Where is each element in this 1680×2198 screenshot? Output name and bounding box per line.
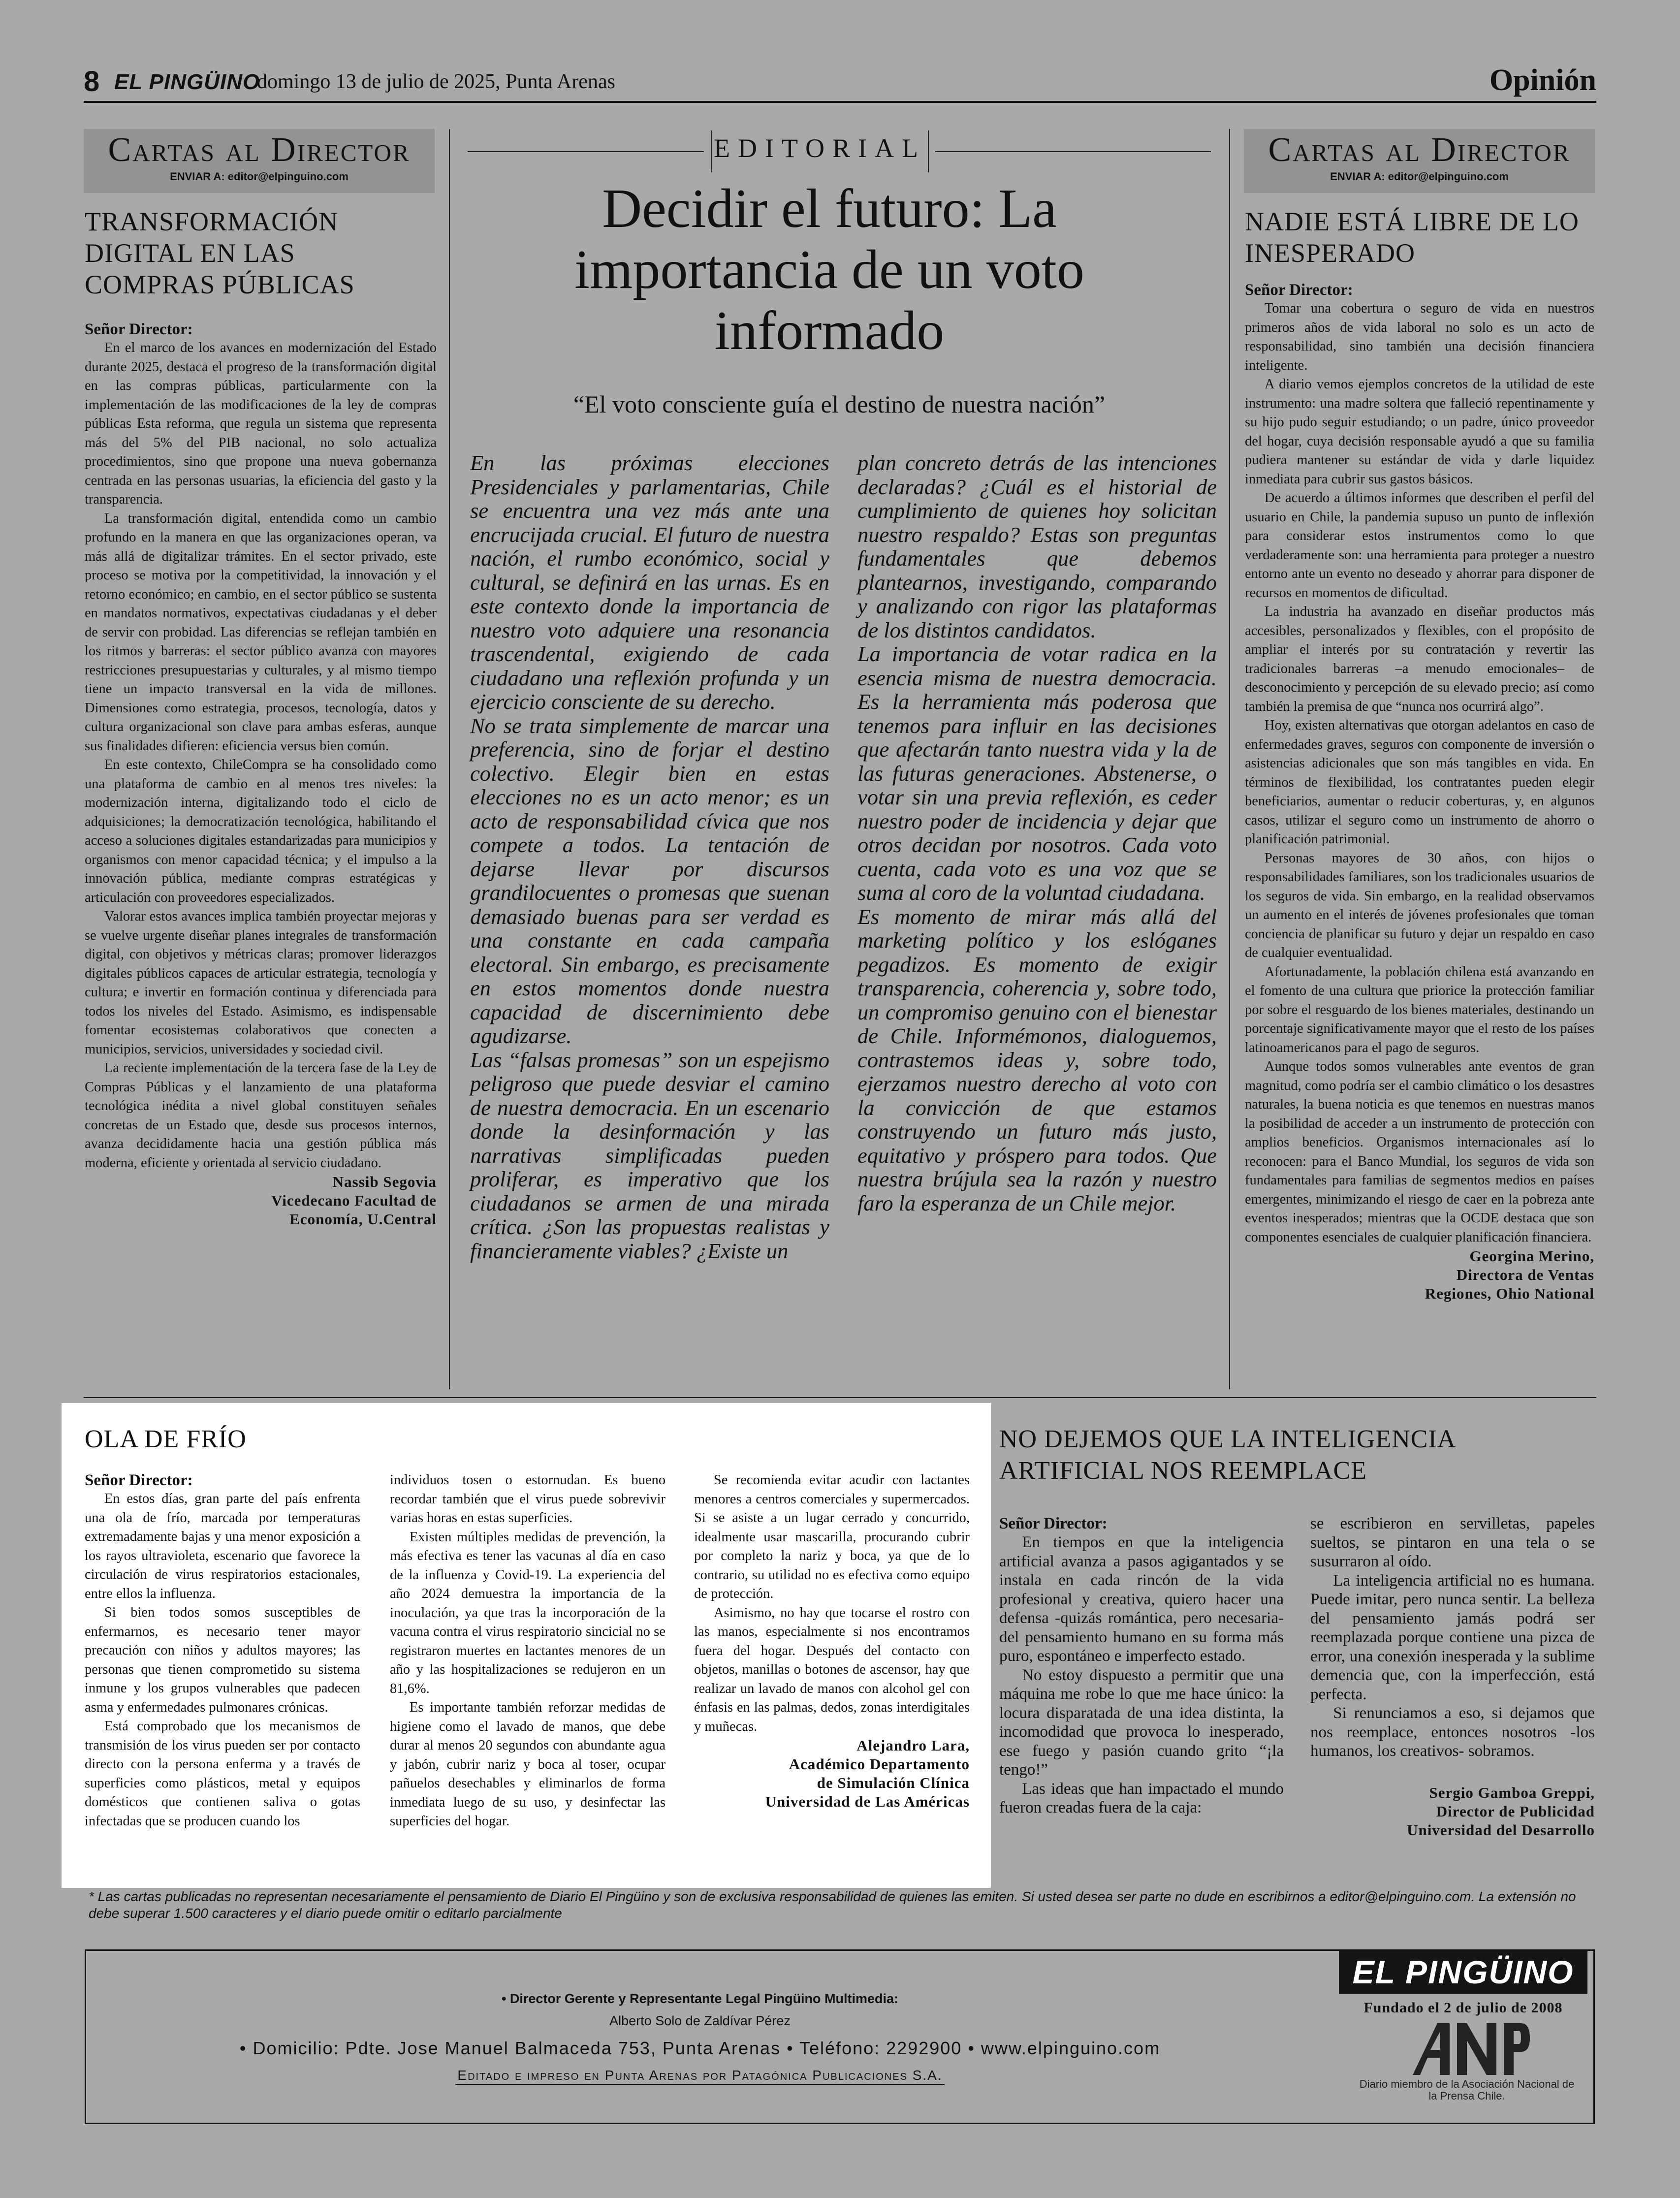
signature-line: Universidad de Las Américas [765, 1793, 970, 1810]
paragraph: La reciente implementación de la tercera fase de la Ley de Compras Públicas y el lanzamiento de una plataforma tecnológica inédita a nivel global constituyen señales concretas de un Estado que, desde sus procesos internos, avanza decididamente hacia una gestión pública más moderna, eficiente y orientada al servicio ciudadano. [85, 1060, 437, 1171]
anp-caption: Diario miembro de la Asociación Nacional de la Prensa Chile. [1359, 2078, 1575, 2102]
letter-column-2 [390, 1471, 666, 1831]
paragraph: Es importante también reforzar medidas de higiene como el lavado de manos, que debe durar al menos 20 segundos con abundante agua y jabón, cubrir nariz y boca al toser, ocupar pañuelos desechables y eliminarlos de forma inmediata luego de su uso, y desinfectar las superficies del hogar. [390, 1700, 666, 1829]
cartas-header-right [1244, 129, 1595, 193]
paragraph: Tomar una cobertura o seguro de vida en nuestros primeros años de vida laboral no solo es un acto de responsabilidad, sino también una decisión financiera inteligente. [1245, 301, 1594, 373]
paragraph: se escribieron en servilletas, papeles sueltos, se pintaron en una tela o se susurraron al oído. [1310, 1515, 1595, 1570]
editorial-title: Decidir el futuro: La importancia de un voto informado [574, 178, 1084, 361]
signature-line: Vicedecano Facultad de [271, 1192, 437, 1209]
paragraph: Existen múltiples medidas de prevención, la más efectiva es tener las vacunas al día en caso de la influenza y Covid-19. La experiencia del año 2024 demuestra la importancia de la inoculación, ya que tras la incorporación de la vacuna contra el virus respiratorio sincicial no se registraron muertes en lactantes menores de un año y las hospitalizaciones se redujeron en un 81,6%. [390, 1529, 666, 1696]
signature-line: Académico Departamento [789, 1755, 970, 1773]
paragraph: Si bien todos somos susceptibles de enfermarnos, es necesario tener mayor precaución con niños y adultos mayores; las personas que tienen comprometido su sistema inmune y los grupos vulnerables que padecen asma y enfermedades pulmonares crónicas. [85, 1605, 360, 1715]
editorial-paragraph: En las próximas elecciones Presidenciales y parlamentarias, Chile se encuentra una vez más ante una encrucijada crucial. El futuro de nuestra nación, el rumbo económico, social y cultural, se definirá en las urnas. Es en este contexto donde la importancia de nuestro voto adquiere una resonancia trascendental, exigiendo de cada ciudadano una reflexión profunda y un ejercicio consciente de su derecho. [470, 450, 829, 714]
editorial-paragraph: plan concreto detrás de las intenciones declaradas? ¿Cuál es el historial de cumplimiento de quienes hoy solicitan nuestro respaldo? Estas son preguntas fundamentales que debemos plantearnos, investigando, comparando y analizando con rigor las plataformas de los distintos candidatos. [857, 450, 1217, 642]
editorial-rule [928, 130, 929, 172]
cartas-title: Cartas al Director [108, 131, 411, 169]
founded-date: Fundado el 2 de julio de 2008 [1363, 2000, 1563, 2016]
letter-headline: TRANSFORMACIÓN DIGITAL EN LAS COMPRAS PÚBLICAS [85, 207, 355, 299]
editorial-rule [935, 151, 1211, 152]
salutation: Señor Director: [999, 1515, 1108, 1532]
editorial-quote: “El voto consciente guía el destino de nuestra nación” [573, 390, 1106, 418]
paragraph: De acuerdo a últimos informes que describen el perfil del usuario en Chile, la pandemia supuso un punto de inflexión para considerar estos instrumentos como lo que verdaderamente son: una herramienta para proteger a nuestro entorno ante un evento no deseado y ahorrar para disponer de recursos en momentos de dificultad. [1245, 490, 1594, 601]
paragraph: La transformación digital, entendida como un cambio profundo en la manera en que las organizaciones operan, va más allá de digitalizar trámites. En el sector privado, este proceso se motiva por la competitividad, la innovación y el retorno económico; en cambio, en el sector público se sustenta en mandatos normativos, expectativas ciudadanas y el deber de servir con probidad. Las diferencias se reflejan también en los ritmos y barreras: el sector público avanza con mayores restricciones presupuestarias y culturales, y al mismo tiempo tiene un impacto transversal en la vida de millones. Dimensiones como estrategia, procesos, tecnología, datos y cultura organizacional son clave para ambas esferas, aunque sus finalidades difieren: eficiencia versus bien común. [85, 510, 437, 754]
signature-line: Universidad del Desarrollo [1407, 1821, 1595, 1839]
letter-column-1 [85, 1471, 360, 1831]
letter-headline: NO DEJEMOS QUE LA INTELIGENCIA ARTIFICIAL NOS REEMPLACE [999, 1425, 1455, 1485]
salutation: Señor Director: [85, 320, 193, 338]
paragraph: La inteligencia artificial no es humana. Puede imitar, pero nunca sentir. La belleza del pensamiento jamás podrá ser reemplazada porque contiene una pizca de error, una conexión inesperada y la sublime demencia que, con la imperfección, está perfecta. [1310, 1571, 1595, 1703]
letter-body [1245, 281, 1594, 1303]
paragraph: En este contexto, ChileCompra se ha consolidado como una plataforma de cambio en al menos tres niveles: la modernización interna, digitalizando todo el ciclo de adquisiciones; la democratización tecnológica, habilitando el acceso a soluciones digitales estandarizadas para municipios y organismos con menor capacidad técnica; y el impulso a la innovación pública, mediante compras estratégicas y articulación con proveedores especializados. [85, 757, 437, 905]
paragraph: individuos tosen o estornudan. Es bueno recordar también que el virus puede sobrevivir varias horas en estas superficies. [390, 1472, 666, 1526]
editorial-paragraph: No se trata simplemente de marcar una preferencia, sino de forjar el destino colectivo. Elegir bien en estas elecciones no es un acto menor; es un acto de responsabilidad cívica que nos compete a todos. La tentación de dejarse llevar por discursos grandilocuentes o promesas que suenan demasiado buenas para ser verdad es una constante en cada campaña electoral. Sin embargo, es precisamente en estos momentos donde nuestra capacidad de discernimiento debe agudizarse. [470, 713, 829, 1048]
letter-column-2 [1310, 1514, 1595, 1840]
address-line: • Domicilio: Pdte. Jose Manuel Balmaceda 753, Punta Arenas • Teléfono: 2292900 • www.elpinguino.com [239, 2038, 1161, 2058]
paper-logo: EL PINGÜINO [1339, 1950, 1587, 1994]
salutation: Señor Director: [1245, 281, 1353, 299]
editorial-column-1 [470, 451, 829, 1263]
signature-line: Economía, U.Central [289, 1210, 437, 1228]
paragraph: No estoy dispuesto a permitir que una máquina me robe lo que me hace único: la locura disparatada de una idea distinta, la incomodidad que provoca lo inesperado, ese fuego y pasión cuando grito “¡la tengo!” [999, 1666, 1284, 1779]
signature [85, 1173, 437, 1229]
paragraph: Valorar estos avances implica también proyectar mejoras y se vuelve urgente diseñar planes integrales de transformación digital, con objetivos y métricas claras; promover liderazgos digitales públicos capaces de articular estrategia, tecnología y cultura; e invertir en formación continua y diferenciada para todos los niveles del Estado. Asimismo, es indispensable fomentar ecosistemas colaborativos que conecten a municipios, servicios, universidades y sociedad civil. [85, 909, 437, 1057]
signature-line: Georgina Merino, [1469, 1247, 1594, 1265]
signature-line: de Simulación Clínica [817, 1774, 970, 1791]
printed-by [85, 2068, 1315, 2083]
director-line: • Director Gerente y Representante Legal Pingüino Multimedia: [501, 1991, 899, 2006]
editorial-rule [711, 130, 712, 172]
paragraph: Asimismo, no hay que tocarse el rostro con las manos, especialmente si nos encontramos fuera del hogar. Después del contacto con objetos, manillas o botones de ascensor, hay que realizar un lavado de manos con alcohol gel con énfasis en las palmas, dedos, zonas interdigitales y muñecas. [694, 1605, 970, 1734]
cartas-email: ENVIAR A: editor@elpinguino.com [1330, 170, 1509, 183]
column-rule [449, 129, 450, 1389]
anp-logo-icon [1403, 2018, 1531, 2077]
signature-line: Sergio Gamboa Greppi, [1429, 1784, 1595, 1801]
letter-body [85, 320, 437, 1229]
page-number: 8 [84, 65, 100, 97]
cartas-header-left [84, 129, 435, 193]
letter-headline: NADIE ESTÁ LIBRE DE LO INESPERADO [1245, 207, 1579, 268]
disclaimer: * Las cartas publicadas no representan necesariamente el pensamiento de Diario El Pingüino y son de exclusiva responsabilidad de quienes las emiten. Si usted desea ser parte no dude en escribirnos a editor@elpinguino.com. La extensión no debe superar 1.500 caracteres y el diario puede omitir o editarlo parcialmente [89, 1889, 1576, 1921]
signature [1245, 1247, 1594, 1303]
editorial-paragraph: Es momento de mirar más allá del marketing político y los eslóganes pegadizos. Es momento de exigir transparencia, coherencia y, sobre todo, un compromiso genuino con el bienestar de Chile. Informémonos, dialoguemos, contrastemos ideas y, sobre todo, ejerzamos nuestro derecho al voto con la convicción de que estamos construyendo un futuro más justo, equitativo y próspero para todos. Que nuestra brújula sea la razón y nuestro faro la esperanza de un Chile mejor. [857, 904, 1217, 1215]
paragraph: En el marco de los avances en modernización del Estado durante 2025, destaca el progreso de la transformación digital en las compras públicas, particularmente con la implementación de las modificaciones de la ley de compras públicas Esta reforma, que regula un sistema que representa más del 5% del PIB nacional, no solo actualiza procedimientos, sino que propone una nueva gobernanza centrada en las personas usuarias, la eficiencia del gasto y la transparencia. [85, 340, 437, 507]
cartas-email: ENVIAR A: editor@elpinguino.com [170, 170, 349, 183]
signature [1310, 1784, 1595, 1840]
paragraph: Personas mayores de 30 años, con hijos o responsabilidades familiares, son los tradicionales usuarios de los seguros de vida. Sin embargo, en la realidad observamos un aumento en el interés de jóvenes profesionales que toman conciencia de planificar su futuro y dejar un respaldo en caso de cualquier eventualidad. [1245, 850, 1594, 960]
section-rule [84, 1397, 1596, 1398]
letter-column-3 [694, 1471, 970, 1811]
editorial-paragraph: La importancia de votar radica en la esencia misma de nuestra democracia. Es la herramienta más poderosa que tenemos para influir en las decisiones que afectarán tanto nuestra vida y la de las futuras generaciones. Abstenerse, o votar sin una previa reflexión, es ceder nuestro poder de incidencia y dejar que otros decidan por nosotros. Cada voto cuenta, cada voto es una voz que se suma al coro de la voluntad ciudadana. [857, 641, 1217, 905]
paragraph: A diario vemos ejemplos concretos de la utilidad de este instrumento: una madre soltera que falleció repentinamente y su hijo pudo seguir estudiando; o un padre, único proveedor del hogar, cuya decisión responsable ayudó a que su familia pudiera mantener su estándar de vida y darle liquidez inmediata para cubrir sus gastos básicos. [1245, 377, 1594, 487]
signature-line: Director de Publicidad [1436, 1802, 1595, 1820]
header-rule [84, 101, 1596, 103]
salutation: Señor Director: [85, 1471, 193, 1489]
paper-name: EL PINGÜINO [114, 70, 260, 94]
paragraph: Aunque todos somos vulnerables ante eventos de gran magnitud, como podría ser el cambio climático o los desastres naturales, la buena noticia es que tenemos en nuestras manos la posibilidad de acceder a un instrumento de protección con amplios beneficios. Organismos internacionales así lo reconocen: para el Banco Mundial, los seguros de vida son fundamentales para familias de segmentos medios en países emergentes, minimizando el riesgo de caer en la pobreza ante eventos inesperados; mientras que la OCDE destaca que son componentes esenciales de cualquier planificación financiera. [1245, 1059, 1594, 1245]
signature [694, 1736, 970, 1811]
paragraph: Hoy, existen alternativas que otorgan adelantos en caso de enfermedades graves, seguros con componente de inversión o asistencias adicionales que son más tangibles en vida. En términos de flexibilidad, los contratantes pueden elegir beneficiarios, aumentar o reducir coberturas, y, en algunos casos, utilizar el seguro como un instrumento de ahorro o planificación patrimonial. [1245, 718, 1594, 847]
signature-line: Nassib Segovia [332, 1173, 437, 1190]
paragraph: Está comprobado que los mecanismos de transmisión de los virus pueden ser por contacto directo con la persona enferma y a través de superficies como plásticos, metal y equipos domésticos que contienen saliva o gotas infectadas que se producen cuando los [85, 1719, 360, 1829]
printed-by-text: Editado e impreso en Punta Arenas por Patagónica Publicaciones S.A. [455, 2068, 944, 2085]
paragraph: En estos días, gran parte del país enfrenta una ola de frío, marcada por temperaturas extremadamente bajas y una menor exposición a los rayos ultravioleta, escenario que favorece la circulación de virus respiratorios estacionales, entre ellos la influenza. [85, 1491, 360, 1601]
paragraph: La industria ha avanzado en diseñar productos más accesibles, personalizados y flexibles, con el propósito de ampliar el interés por su contratación y revertir las tradicionales barreras –a menudo emocionales– de desconocimiento y percepción de su elevado precio; así como también la premisa de que “nunca nos ocurrirá algo”. [1245, 604, 1594, 714]
column-rule [1229, 129, 1230, 1389]
paragraph: Las ideas que han impactado el mundo fueron creadas fuera de la caja: [999, 1780, 1284, 1816]
section-title: Opinión [1489, 64, 1596, 97]
paragraph: Si renunciamos a eso, si dejamos que nos reemplace, entonces nosotros -los humanos, los creativos- sobramos. [1310, 1704, 1595, 1760]
signature-line: Regiones, Ohio National [1425, 1285, 1594, 1302]
editorial-column-2 [857, 451, 1217, 1215]
editorial-paragraph: Las “falsas promesas” son un espejismo peligroso que puede desviar el camino de nuestra democracia. En un escenario donde la desinformación y las narrativas simplificadas pueden proliferar, es imperativo que los ciudadanos se armen de una mirada crítica. ¿Son las propuestas realistas y financieramente viables? ¿Existe un [470, 1047, 829, 1263]
director-name: Alberto Solo de Zaldívar Pérez [609, 2013, 791, 2028]
paragraph: Afortunadamente, la población chilena está avanzando en el fomento de una cultura que priorice la protección familiar por sobre el resguardo de los bienes materiales, destinando un porcentaje significativamente mayor que el resto de los países latinoamericanos para el pago de seguros. [1245, 964, 1594, 1055]
paragraph: En tiempos en que la inteligencia artificial avanza a pasos agigantados y se instala en cada rincón de la vida profesional y creativa, quiero hacer una defensa -quizás romántica, pero necesaria- del pensamiento humano en su forma más puro, espontáneo e imperfecto estado. [999, 1533, 1284, 1665]
cartas-title: Cartas al Director [1268, 131, 1571, 169]
letter-column-1 [999, 1514, 1284, 1817]
editorial-rule [468, 151, 704, 152]
editorial-label: EDITORIAL [714, 133, 926, 163]
signature-line: Directora de Ventas [1456, 1266, 1594, 1283]
signature-line: Alejandro Lara, [856, 1737, 970, 1754]
dateline: domingo 13 de julio de 2025, Punta Arenas [257, 70, 615, 93]
letter-headline: OLA DE FRÍO [85, 1425, 247, 1453]
paragraph: Se recomienda evitar acudir con lactantes menores a centros comerciales y supermercados. Si se asiste a un lugar cerrado y concurrido, idealmente usar mascarilla, procurando cubrir por completo la nariz y boca, ya que de lo contrario, su utilidad no es efectiva como equipo de protección. [694, 1472, 970, 1601]
